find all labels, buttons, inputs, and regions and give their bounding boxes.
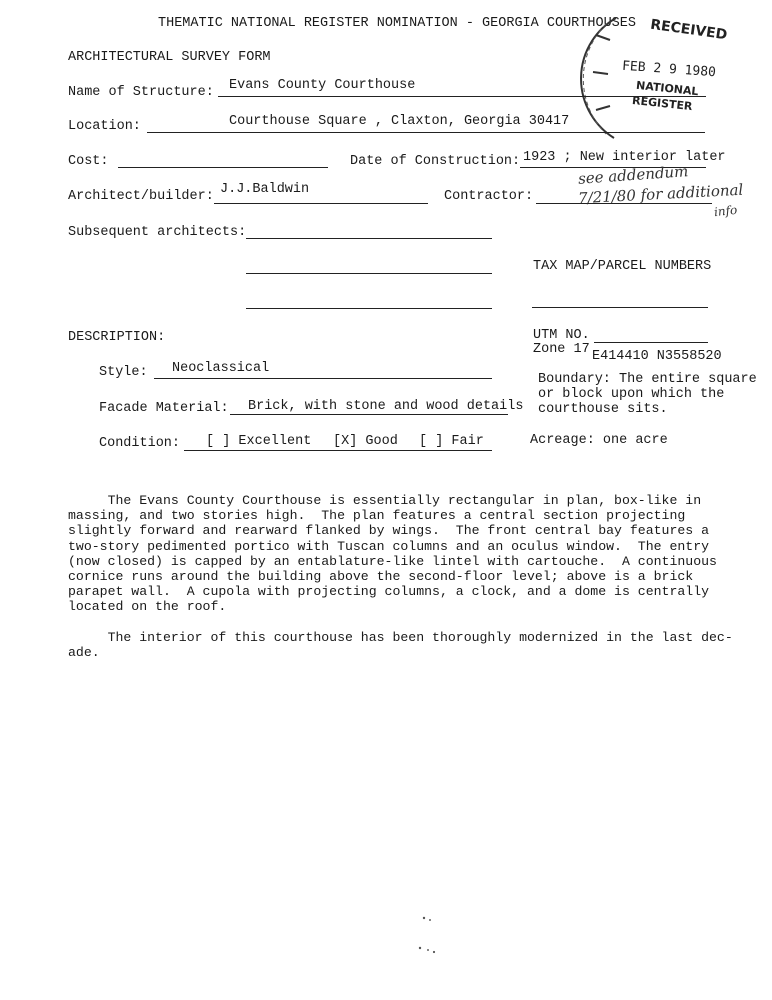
condition-excellent: [ ] Excellent: [206, 434, 312, 449]
subsequent-line-1: [246, 238, 492, 239]
form-name: ARCHITECTURAL SURVEY FORM: [68, 50, 271, 65]
page-title: THEMATIC NATIONAL REGISTER NOMINATION - GEORGIA COURTHOUSES: [158, 16, 636, 31]
location-line: [147, 132, 705, 133]
cost-label: Cost:: [68, 154, 109, 169]
handwritten-note-2: 7/21/80 for additional: [577, 180, 744, 208]
tax-label: TAX MAP/PARCEL NUMBERS: [533, 259, 712, 274]
location-label: Location:: [68, 119, 141, 134]
utm-line: [594, 342, 708, 343]
stamp-line2: REGISTER: [631, 93, 694, 114]
architect-value: J.J.Baldwin: [220, 182, 310, 197]
date-value: 1923 ; New interior later: [523, 150, 726, 165]
handwritten-note-1: see addendum: [577, 162, 689, 188]
description-paragraph-2: The interior of this courthouse has been thoroughly modernized in the last dec- ade.: [68, 630, 733, 661]
stamp-line1: NATIONAL: [635, 78, 700, 99]
boundary-line-3: courthouse sits.: [538, 402, 668, 417]
architect-label: Architect/builder:: [68, 189, 214, 204]
name-label: Name of Structure:: [68, 85, 214, 100]
name-line: [218, 96, 706, 97]
description-paragraph-1: The Evans County Courthouse is essentially rectangular in plan, box-like in massing, and two stories high. The plan features a central section projecting slightly forward and rearward flanked by wings. The front central bay features a two-story pedimented portico with Tuscan columns and an oculus window. The entry (now closed) is capped by an entablature-like lintel with cartouche. A continuous cornice runs around the building above the second-floor level; above is a brick parapet wall. A cupola with projecting columns, a clock, and a dome is centrally located on the roof.: [68, 493, 717, 615]
utm-zone: Zone 17: [533, 342, 590, 357]
boundary-line-1: Boundary: The entire square: [538, 372, 757, 387]
facade-value: Brick, with stone and wood details: [248, 399, 524, 414]
contractor-label: Contractor:: [444, 189, 534, 204]
name-value: Evans County Courthouse: [229, 78, 416, 93]
condition-good: [X] Good: [333, 434, 398, 449]
tax-line: [532, 307, 708, 308]
stamp-date: FEB 2 9 1980: [621, 58, 717, 81]
facade-label: Facade Material:: [99, 401, 229, 416]
style-label: Style:: [99, 365, 148, 380]
date-label: Date of Construction:: [350, 154, 521, 169]
condition-fair: [ ] Fair: [419, 434, 484, 449]
architect-line: [214, 203, 428, 204]
handwritten-note-3: info: [713, 202, 738, 220]
utm-coords: E414410 N3558520: [592, 349, 722, 364]
cost-line: [118, 167, 328, 168]
subsequent-line-2: [246, 273, 492, 274]
condition-line: [184, 450, 492, 451]
utm-label: UTM NO.: [533, 328, 590, 343]
stamp-received: RECEIVED: [649, 16, 729, 44]
acreage: Acreage: one acre: [530, 433, 668, 448]
style-value: Neoclassical: [172, 361, 270, 376]
subsequent-label: Subsequent architects:: [68, 225, 247, 240]
style-line: [154, 378, 492, 379]
description-heading: DESCRIPTION:: [68, 330, 166, 345]
subsequent-line-3: [246, 308, 492, 309]
facade-line: [230, 414, 508, 415]
scan-speck-icon: [410, 910, 450, 960]
condition-label: Condition:: [99, 436, 181, 451]
contractor-line: [536, 203, 712, 204]
location-value: Courthouse Square , Claxton, Georgia 30417: [229, 114, 570, 129]
boundary-line-2: or block upon which the: [538, 387, 725, 402]
